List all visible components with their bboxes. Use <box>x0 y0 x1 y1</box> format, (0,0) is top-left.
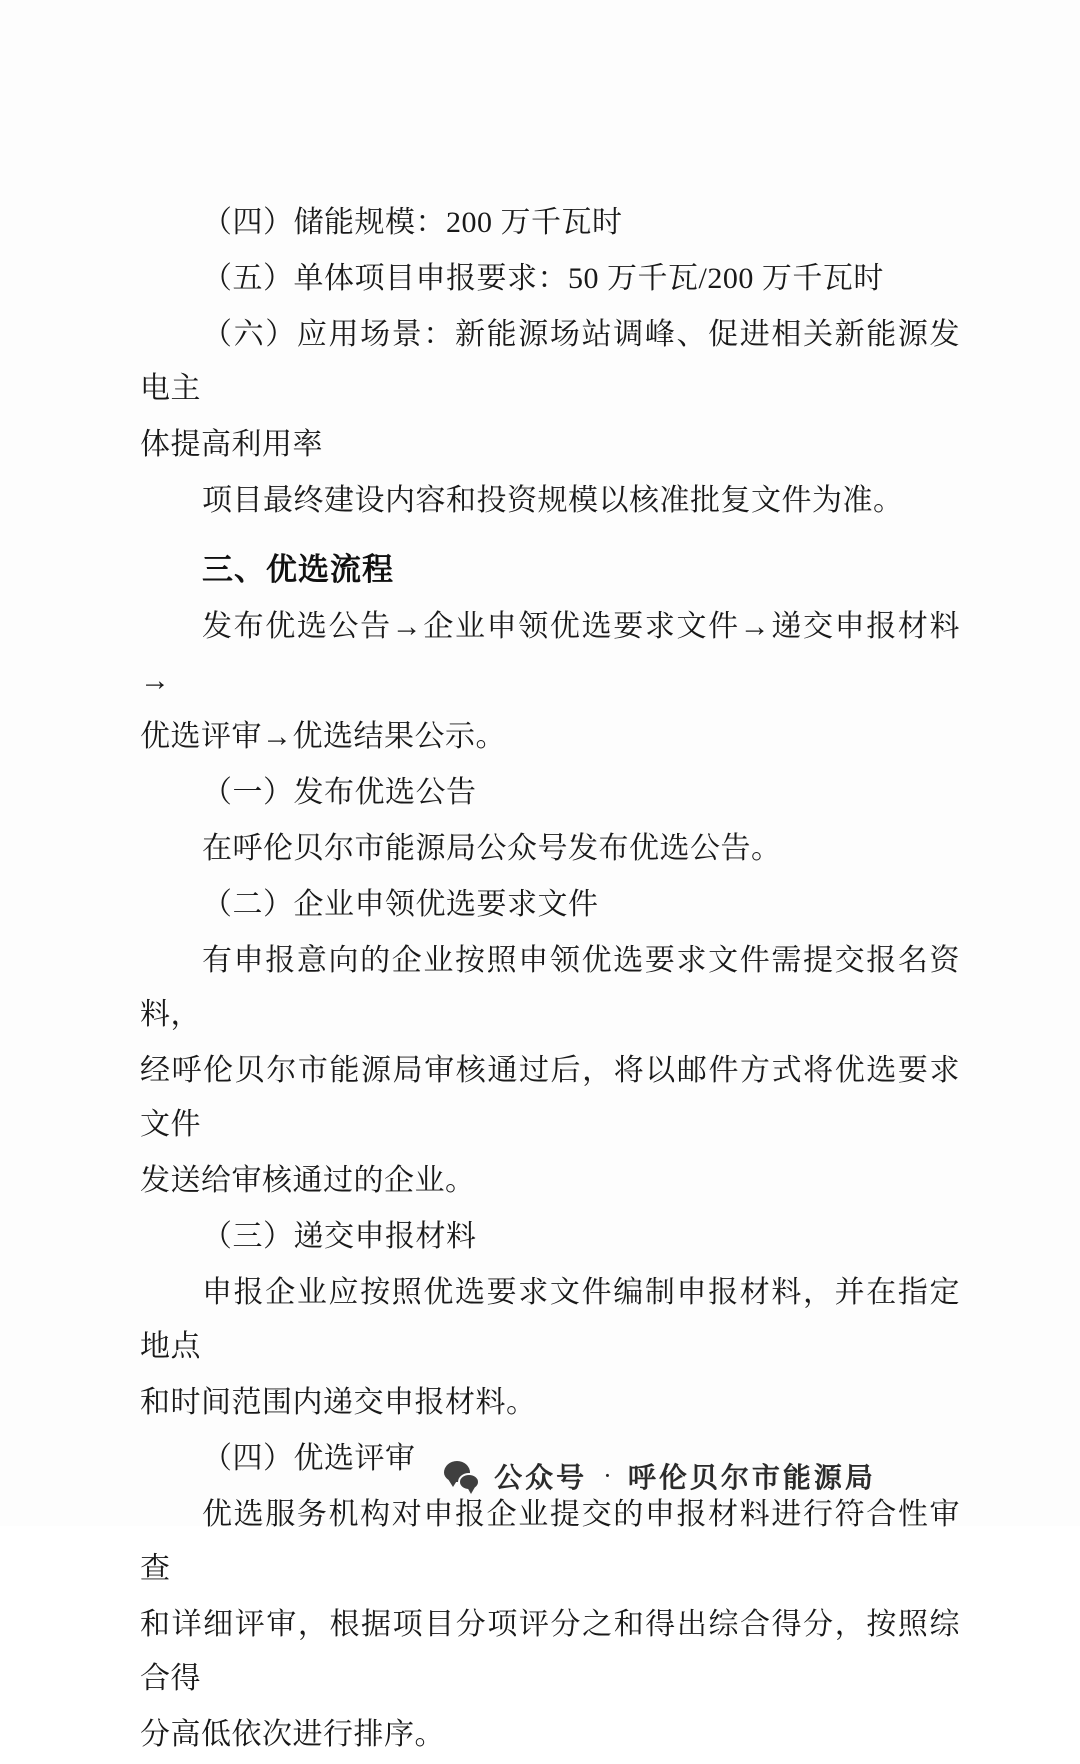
paragraph-storage-scale: （四）储能规模：200 万千瓦时 <box>202 206 623 239</box>
footer-label: 公众号 <box>494 1461 588 1494</box>
spacer <box>140 530 960 536</box>
paragraph-final-content-note: 项目最终建设内容和投资规模以核准批复文件为准。 <box>202 484 904 517</box>
subsection-title-4: （四）优选评审 <box>202 1442 416 1475</box>
section-heading-process: 三、优选流程 <box>202 552 394 588</box>
subsection-4-paragraph-2: 和详细评审，根据项目分项评分之和得出综合得分，按照综合得 <box>140 1608 960 1695</box>
subsection-2-paragraph-3: 发送给审核通过的企业。 <box>140 1164 476 1197</box>
subsection-1-paragraph-1: 在呼伦贝尔市能源局公众号发布优选公告。 <box>202 832 782 865</box>
document-content <box>140 196 960 1764</box>
paragraph-single-project-requirement: （五）单体项目申报要求：50 万千瓦/200 万千瓦时 <box>202 262 884 295</box>
subsection-3-paragraph-1: 申报企业应按照优选要求文件编制申报材料，并在指定地点 <box>140 1276 960 1363</box>
subsection-3-paragraph-2: 和时间范围内递交申报材料。 <box>140 1386 537 1419</box>
wechat-icon <box>444 1461 480 1491</box>
footer-separator: · <box>603 1461 612 1490</box>
paragraph-application-scenario: （六）应用场景：新能源场站调峰、促进相关新能源发电主 <box>140 318 960 405</box>
footer-watermark <box>0 1456 1080 1496</box>
footer-account-name: 呼伦贝尔市能源局 <box>627 1461 876 1494</box>
subsection-2-paragraph-2: 经呼伦贝尔市能源局审核通过后，将以邮件方式将优选要求文件 <box>140 1054 960 1141</box>
subsection-4-paragraph-3: 分高低依次进行排序。 <box>140 1718 445 1751</box>
subsection-title-1: （一）发布优选公告 <box>202 776 477 809</box>
subsection-4-paragraph-1: 优选服务机构对申报企业提交的申报材料进行符合性审查 <box>140 1498 960 1585</box>
subsection-title-2: （二）企业申领优选要求文件 <box>202 888 599 921</box>
paragraph-flow-line2: 优选评审→优选结果公示。 <box>140 720 506 753</box>
subsection-title-3: （三）递交申报材料 <box>202 1220 477 1253</box>
subsection-2-paragraph-1: 有申报意向的企业按照申领优选要求文件需提交报名资料， <box>140 944 960 1031</box>
paragraph-flow-line1: 发布优选公告→企业申领优选要求文件→递交申报材料→ <box>140 610 960 697</box>
paragraph-application-scenario-cont: 体提高利用率 <box>140 428 323 461</box>
